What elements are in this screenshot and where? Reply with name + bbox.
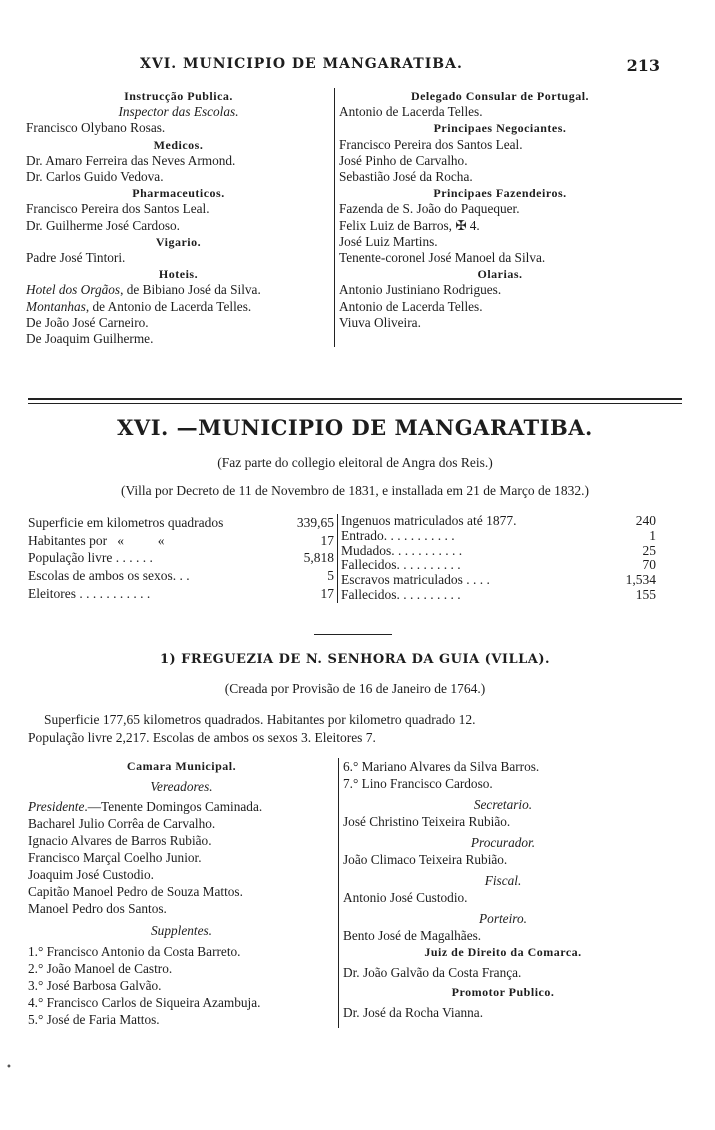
olaria-entry: Viuva Oliveira. bbox=[339, 314, 421, 330]
olaria-entry: Antonio de Lacerda Telles. bbox=[339, 298, 483, 314]
procurador-name: João Climaco Teixeira Rubião. bbox=[343, 852, 508, 867]
president-name: .—Tenente Domingos Caminada. bbox=[84, 799, 263, 814]
secretario-label: Secretario. bbox=[473, 797, 533, 812]
stat-label: Fallecidos. . . . . . . . . . bbox=[341, 557, 461, 573]
camara-section bbox=[28, 758, 663, 1028]
supplentes-label: Supplentes. bbox=[151, 923, 212, 938]
stat-row bbox=[341, 529, 656, 544]
vereador-entry: Ignacio Alvares de Barros Rubião. bbox=[28, 833, 212, 848]
stat-label: Entrado. . . . . . . . . . . bbox=[341, 527, 455, 543]
vereador-entry: Francisco Marçal Coelho Junior. bbox=[28, 850, 202, 865]
vigario-name: Padre José Tintori. bbox=[26, 250, 126, 266]
inspector-label: Inspector das Escolas. bbox=[118, 104, 239, 120]
fazendeiro-entry: José Luiz Martins. bbox=[339, 233, 438, 249]
vereador-entry: Capitão Manoel Pedro de Souza Mattos. bbox=[28, 884, 243, 899]
medico-entry: Dr. Amaro Ferreira das Neves Armond. bbox=[26, 152, 236, 168]
freguezia-title: 1) FREGUEZIA DE N. SENHORA DA GUIA (VILLA). bbox=[159, 652, 551, 667]
stat-label: Ingenuos matriculados até 1877. bbox=[341, 513, 517, 528]
freguezia-para-1: Superficie 177,65 kilometros quadrados. Habitantes por kilometro quadrado 12. bbox=[44, 712, 476, 727]
hotel-entry: De Joaquim Guilherme. bbox=[26, 331, 154, 347]
top-directory bbox=[26, 88, 661, 347]
stat-row bbox=[341, 544, 656, 559]
section-divider bbox=[314, 634, 392, 635]
stat-label: Eleitores . . . . . . . . . . . bbox=[28, 585, 151, 601]
stat-label: Escravos matriculados . . . . bbox=[341, 572, 490, 588]
stat-row bbox=[341, 558, 656, 573]
stat-label: Mudados. . . . . . . . . . . bbox=[341, 542, 463, 558]
olarias-heading: Olarias. bbox=[477, 267, 523, 282]
hoteis-heading: Hoteis. bbox=[158, 267, 199, 282]
stat-value: 339,65 bbox=[296, 515, 334, 530]
stat-value: 25 bbox=[642, 542, 656, 558]
hotel-owner: , de Antonio de Lacerda Telles. bbox=[85, 298, 252, 314]
porteiro-name: Bento José de Magalhães. bbox=[343, 928, 482, 943]
camara-left-column bbox=[28, 758, 338, 1028]
subtitle-collegio: (Faz parte do collegio eleitoral de Angra dos Reis.) bbox=[217, 455, 493, 470]
fiscal-label: Fiscal. bbox=[484, 873, 522, 888]
negociante-entry: Sebastião José da Rocha. bbox=[339, 169, 473, 185]
page-number: 213 bbox=[626, 56, 660, 75]
stats-left bbox=[28, 514, 337, 603]
hotel-entry bbox=[26, 299, 331, 315]
medico-entry: Dr. Carlos Guido Vedova. bbox=[26, 169, 164, 185]
president-entry bbox=[28, 798, 335, 815]
camara-heading: Camara Municipal. bbox=[126, 759, 237, 773]
olaria-entry: Antonio Justiniano Rodrigues. bbox=[339, 282, 502, 298]
consul-heading: Delegado Consular de Portugal. bbox=[410, 89, 590, 103]
procurador-label: Procurador. bbox=[470, 835, 536, 850]
negociante-entry: Francisco Pereira dos Santos Leal. bbox=[339, 136, 523, 152]
pharm-entry: Francisco Pereira dos Santos Leal. bbox=[26, 201, 210, 217]
fazendeiro-entry: Fazenda de S. João do Paquequer. bbox=[339, 201, 520, 217]
stat-value: 240 bbox=[635, 513, 656, 528]
stat-value: 70 bbox=[642, 557, 656, 573]
stat-value: 155 bbox=[635, 586, 656, 602]
juiz-name: Dr. João Galvão da Costa França. bbox=[343, 965, 522, 980]
top-left-column bbox=[26, 88, 334, 347]
supplente-entry: 3.° José Barbosa Galvão. bbox=[28, 978, 162, 993]
president-label: Presidente bbox=[28, 799, 85, 814]
stat-label: Habitantes por « « bbox=[28, 532, 165, 548]
fiscal-name: Antonio José Custodio. bbox=[343, 890, 468, 905]
stat-value: 5,818 bbox=[303, 550, 334, 566]
pharm-heading: Pharmaceuticos. bbox=[132, 186, 225, 201]
stat-value: 1,534 bbox=[625, 572, 656, 588]
negociante-entry: José Pinho de Carvalho. bbox=[339, 152, 468, 168]
porteiro-label: Porteiro. bbox=[479, 911, 527, 926]
camara-right-column bbox=[338, 758, 663, 1028]
freguezia-para-2: População livre 2,217. Escolas de ambos os sexos 3. Eleitores 7. bbox=[28, 730, 376, 745]
vereador-entry: Manoel Pedro dos Santos. bbox=[28, 901, 167, 916]
promotor-name: Dr. José da Rocha Vianna. bbox=[343, 1005, 484, 1020]
supplente-entry: 4.° Francisco Carlos de Siqueira Azambuja. bbox=[28, 995, 261, 1010]
stat-row bbox=[28, 514, 334, 532]
fazendeiro-entry: Tenente-coronel José Manoel da Silva. bbox=[339, 250, 546, 266]
main-title: XVI. —MUNICIPIO DE MANGARATIBA. bbox=[117, 415, 593, 440]
double-rule bbox=[28, 398, 682, 400]
juiz-heading: Juiz de Direito da Comarca. bbox=[424, 945, 582, 959]
double-rule-lower bbox=[28, 403, 682, 404]
vereador-entry: Bacharel Julio Corrêa de Carvalho. bbox=[28, 816, 216, 831]
hotel-entry: De João José Carneiro. bbox=[26, 314, 149, 330]
stat-label: População livre . . . . . . bbox=[28, 550, 153, 566]
stat-label: Superficie em kilometros quadrados bbox=[28, 515, 224, 530]
hotel-name: Montanhas bbox=[26, 298, 86, 314]
vereador-entry: Joaquim José Custodio. bbox=[28, 867, 154, 882]
stat-row bbox=[341, 588, 656, 603]
top-right-column bbox=[334, 88, 661, 347]
stat-value: 5 bbox=[327, 568, 334, 584]
negociantes-heading: Principaes Negociantes. bbox=[433, 121, 567, 136]
stat-label: Escolas de ambos os sexos. . . bbox=[28, 568, 190, 584]
supplente-entry: 7.° Lino Francisco Cardoso. bbox=[343, 776, 493, 791]
consul-name: Antonio de Lacerda Telles. bbox=[339, 104, 483, 120]
supplente-entry: 6.° Mariano Alvares da Silva Barros. bbox=[343, 759, 540, 774]
promotor-heading: Promotor Publico. bbox=[451, 985, 555, 999]
pharm-entry: Dr. Guilherme José Cardoso. bbox=[26, 217, 180, 233]
freguezia-subtitle: (Creada por Provisão de 16 de Janeiro de 1764.) bbox=[224, 681, 486, 696]
stat-value: 1 bbox=[649, 527, 656, 543]
print-speck: • bbox=[6, 1062, 12, 1073]
header-title: XVI. MUNICIPIO DE MANGARATIBA. bbox=[140, 56, 463, 72]
stat-value: 17 bbox=[320, 585, 334, 601]
stat-value: 17 bbox=[320, 532, 334, 548]
supplente-entry: 5.° José de Faria Mattos. bbox=[28, 1012, 160, 1027]
stat-label: Fallecidos. . . . . . . . . . bbox=[341, 586, 461, 602]
stat-row bbox=[28, 549, 334, 567]
stat-row bbox=[341, 573, 656, 588]
instrucao-heading: Instrucção Publica. bbox=[124, 89, 233, 103]
fazendeiros-heading: Principaes Fazendeiros. bbox=[433, 186, 567, 201]
hotel-name: Hotel dos Orgãos bbox=[26, 282, 121, 298]
subtitle-villa: (Villa por Decreto de 11 de Novembro de 1831, e installada em 21 de Março de 1832.) bbox=[120, 483, 590, 498]
vereadores-label: Vereadores. bbox=[150, 779, 213, 794]
stat-row bbox=[28, 567, 334, 585]
hotel-entry bbox=[26, 282, 331, 298]
secretario-name: José Christino Teixeira Rubião. bbox=[343, 814, 511, 829]
running-header bbox=[140, 56, 660, 75]
stats-right bbox=[337, 514, 656, 603]
stat-row bbox=[28, 585, 334, 603]
medicos-heading: Medicos. bbox=[153, 137, 204, 152]
supplente-entry: 1.° Francisco Antonio da Costa Barreto. bbox=[28, 944, 241, 959]
supplente-entry: 2.° João Manoel de Castro. bbox=[28, 961, 173, 976]
fazendeiro-entry: Felix Luiz de Barros, ✠ 4. bbox=[339, 217, 480, 233]
stat-row bbox=[28, 532, 334, 550]
stat-row bbox=[341, 514, 656, 529]
inspector-name: Francisco Olybano Rosas. bbox=[26, 120, 166, 136]
vigario-heading: Vigario. bbox=[155, 234, 202, 249]
statistics-table bbox=[28, 514, 656, 603]
hotel-owner: , de Bibiano José da Silva. bbox=[120, 282, 261, 298]
